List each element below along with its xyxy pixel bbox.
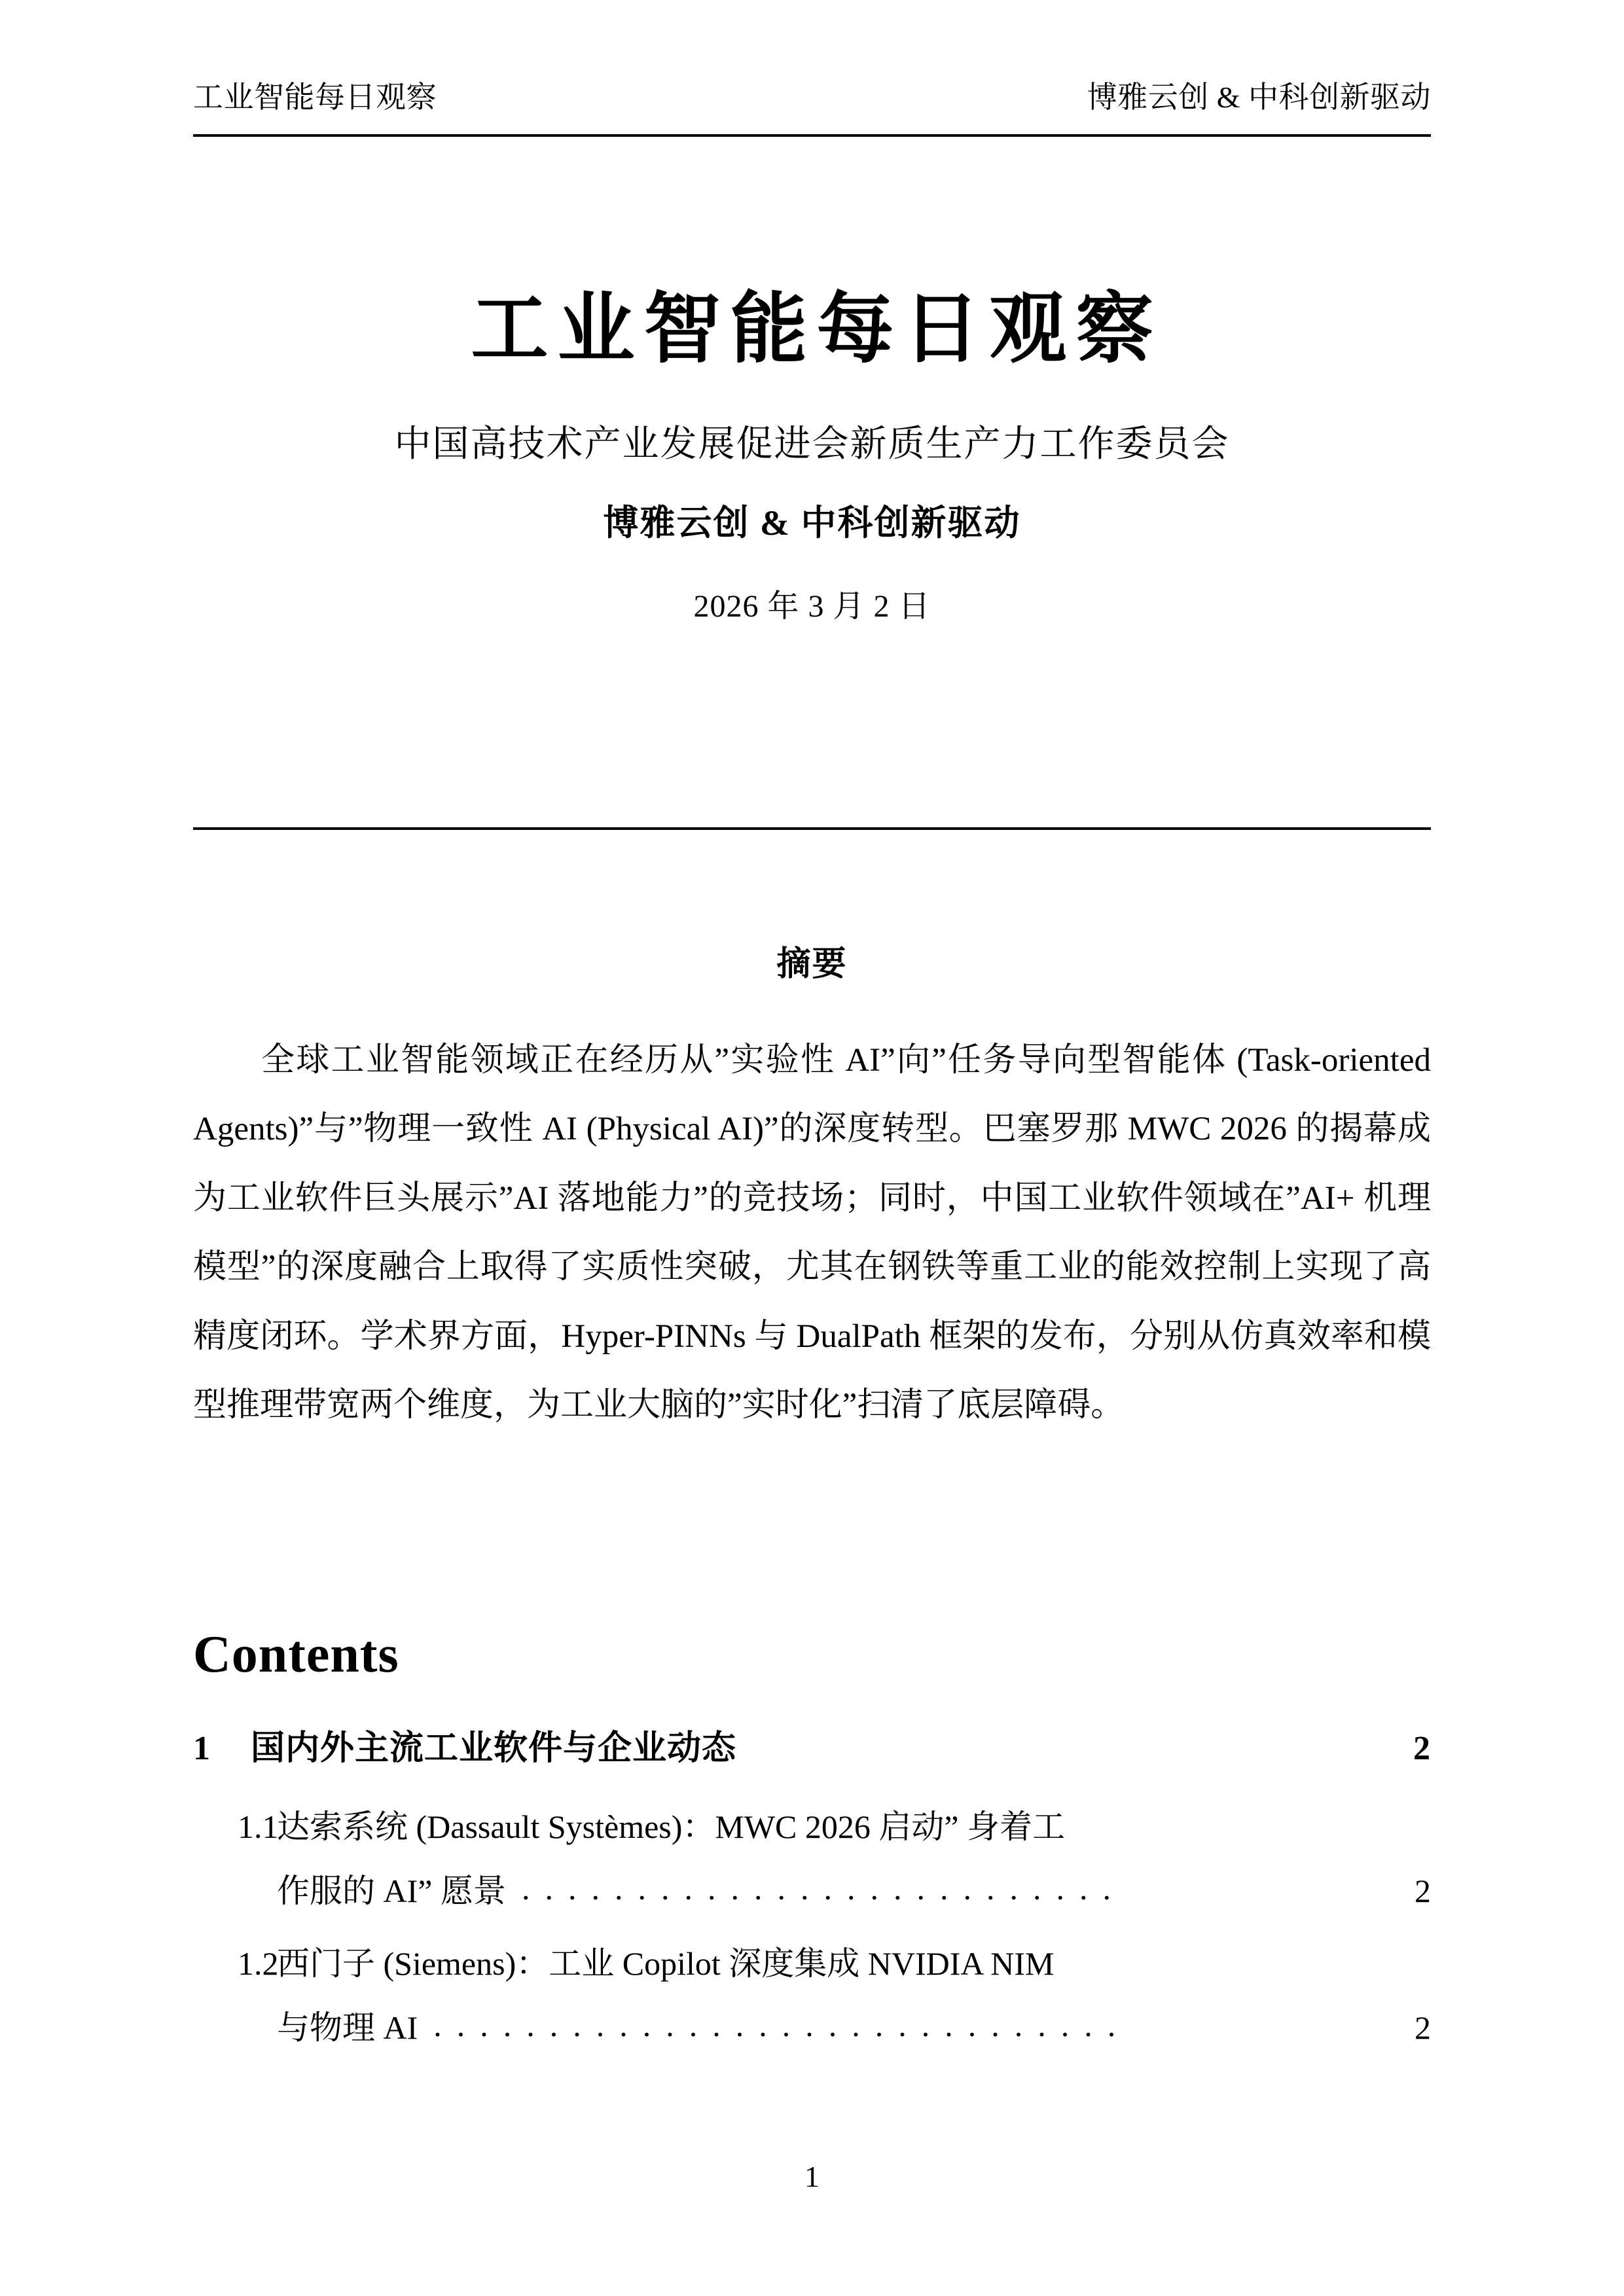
toc-entry-section-1[interactable] [193,1724,1431,1773]
header-left-title: 工业智能每日观察 [193,81,437,114]
toc-subsection-number: 1.2 [238,1945,279,1982]
toc-subsection-body [277,1932,1431,2060]
toc-subsection-title-line1: 达索系统 (Dassault Systèmes)：MWC 2026 启动” 身着工 [277,1808,1066,1846]
toc-subsection-number: 1.1 [238,1808,279,1846]
abstract-heading: 摘要 [776,946,848,983]
abstract-body: 全球工业智能领域正在经历从”实验性 AI”向”任务导向型智能体 (Task-oriented Agents)”与”物理一致性 AI (Physical AI)”的深度转型。巴塞罗那 MWC 2026 的揭幕成为工业软件巨头展示”AI 落地能力”的竞技场；同时，中国工业软件领域在”AI+ 机理模型”的深度融合上取得了实质性突破，尤其在钢铁等重工业的能效控制上实现了高精度闭环。学术界方面，Hyper-PINNs 与 DualPath 框架的发布，分别从仿真效率和模型推理带宽两个维度，为工业大脑的”实时化”扫清了底层障碍。 [193,1041,1431,1424]
toc-section-number: 1 [193,1730,211,1767]
toc-subsection-body [277,1795,1431,1923]
toc-dot-leader: .......................... [521,1869,1126,1907]
toc-page-number: 2 [1415,2009,1431,2046]
header-divider-rule [193,134,1431,137]
toc-page-number: 2 [1415,1872,1431,1909]
contents-heading: Contents [193,1626,399,1683]
toc-subsection-title-line2: 与物理 AI [277,2009,418,2046]
document-sponsor: 博雅云创 & 中科创新驱动 [603,503,1021,543]
footer-page-number: 1 [804,2160,820,2193]
toc-subsection-line2 [277,1996,1431,2060]
toc-subsection-title-line1: 西门子 (Siemens)：工业 Copilot 深度集成 NVIDIA NIM [277,1945,1055,1982]
toc-entry-subsection-1-1[interactable] [193,1795,1431,1923]
toc-section-title: 国内外主流工业软件与企业动态 [251,1730,737,1767]
document-organization: 中国高技术产业发展促进会新质生产力工作委员会 [394,423,1230,465]
header-right-title: 博雅云创 & 中科创新驱动 [1087,81,1431,114]
toc-page-number: 2 [1413,1730,1431,1767]
table-of-contents [193,1623,1431,2069]
abstract-section [193,942,1431,1441]
toc-entry-subsection-1-2[interactable] [193,1932,1431,2060]
running-header [193,77,1431,118]
title-divider-rule [193,827,1431,830]
document-title: 工业智能每日观察 [471,287,1163,372]
toc-subsection-line2 [277,1859,1431,1924]
title-block [193,281,1431,629]
document-date: 2026 年 3 月 2 日 [693,589,931,624]
toc-dot-leader: .............................. [433,2006,1131,2043]
toc-subsection-title-line2: 作服的 AI” 愿景 [277,1872,506,1909]
